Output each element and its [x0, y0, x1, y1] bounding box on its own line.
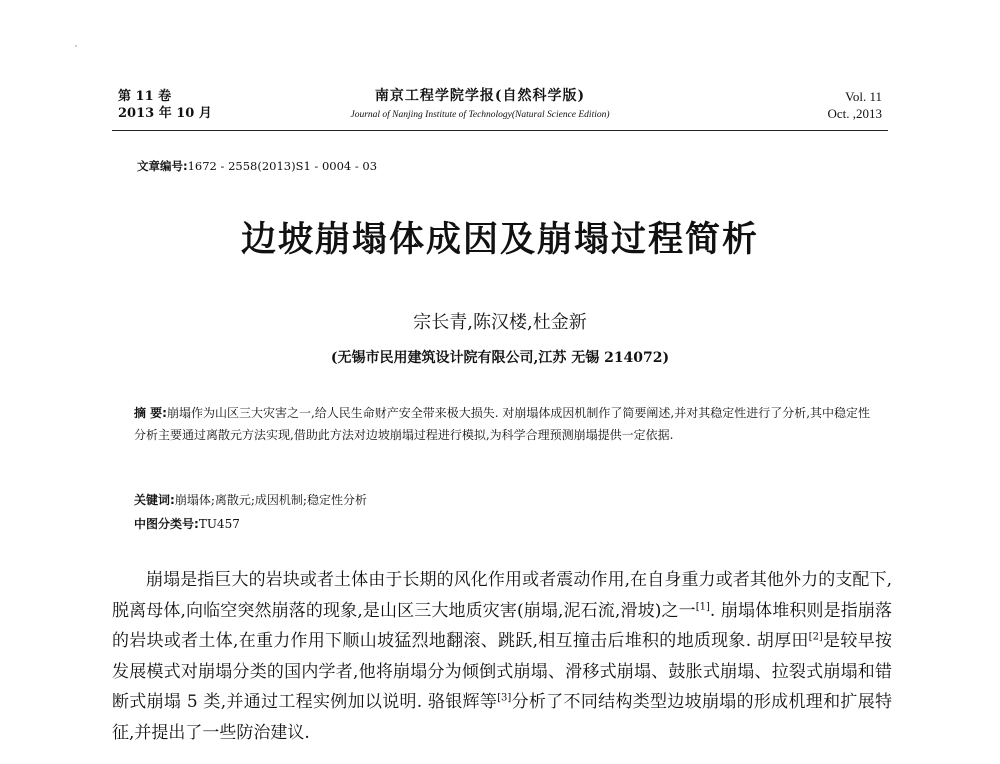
body-text — [112, 565, 892, 748]
citation-1[interactable]: [1] — [695, 600, 710, 612]
journal-title-cn: 南京工程学院学报(自然科学版) — [374, 88, 586, 104]
body-segment: 崩塌是指巨大的岩块或者土体由于长期的风化作用或者震动作用,在自身重力或者其他外力的支配下,脱离母体,向临空突然崩落的现象,是山区三大地质灾害(崩塌,泥石流,滑坡)之一 — [112, 570, 892, 621]
affiliation: (无锡市民用建筑设计院有限公司,江苏 无锡 214072) — [330, 350, 670, 366]
abstract-text: 崩塌作为山区三大灾害之一,给人民生命财产安全带来极大损失. 对崩塌体成因机制作了简要阐述,并对其稳定性进行了分析,其中稳定性分析主要通过离散元方法实现,借助此方法对边坡崩塌过程进行模拟,为科学合理预测崩塌提供一定依据. — [134, 406, 871, 442]
header-right — [827, 88, 882, 122]
citation-2[interactable]: [2] — [808, 631, 823, 643]
article-number — [137, 158, 377, 174]
scan-speck — [75, 45, 77, 47]
volume-cn: 第 11 卷 — [118, 89, 172, 104]
date-en: Oct. ,2013 — [827, 106, 882, 121]
clc-text: TU457 — [198, 517, 240, 531]
body-segment: 是较早按发展模式对崩塌分类的国内学者,他将崩塌分为倾倒式崩塌、滑移式崩塌、鼓胀式崩塌、拉裂式崩塌和错断式崩塌 5 类,并通过工程实例加以说明. 骆银辉等 — [112, 631, 892, 712]
volume-en: Vol. 11 — [845, 89, 882, 104]
header-rule — [112, 130, 888, 131]
article-number-value: 1672 - 2558(2013)S1 - 0004 - 03 — [187, 159, 378, 173]
clc-number — [134, 515, 240, 532]
body-segment: 分析了不同结构类型边坡崩塌的形成机理和扩展特征,并提出了一些防治建议. — [112, 692, 892, 743]
header-left — [118, 88, 212, 122]
body-segment: . 崩塌体堆积则是指崩落的岩块或者土体,在重力作用下顺山坡猛烈地翻滚、跳跃,相互撞击后堆积的地质现象. 胡厚田 — [112, 600, 892, 651]
keywords-label: 关键词: — [134, 493, 175, 507]
keywords — [134, 491, 367, 508]
date-cn: 2013 年 10 月 — [118, 106, 212, 121]
body-paragraph — [112, 565, 892, 748]
abstract-label: 摘 要: — [134, 406, 167, 420]
authors: 宗长青,陈汉楼,杜金新 — [413, 312, 587, 333]
keywords-text: 崩塌体;离散元;成因机制;稳定性分析 — [174, 493, 367, 507]
header-center — [280, 88, 680, 124]
clc-label: 中图分类号: — [134, 517, 199, 531]
journal-title-en: Journal of Nanjing Institute of Technology(Natural Science Edition) — [350, 110, 610, 120]
abstract — [134, 402, 874, 446]
article-number-label: 文章编号: — [137, 159, 188, 173]
citation-3[interactable]: [3] — [497, 692, 512, 704]
paper-title: 边坡崩塌体成因及崩塌过程简析 — [240, 220, 759, 260]
